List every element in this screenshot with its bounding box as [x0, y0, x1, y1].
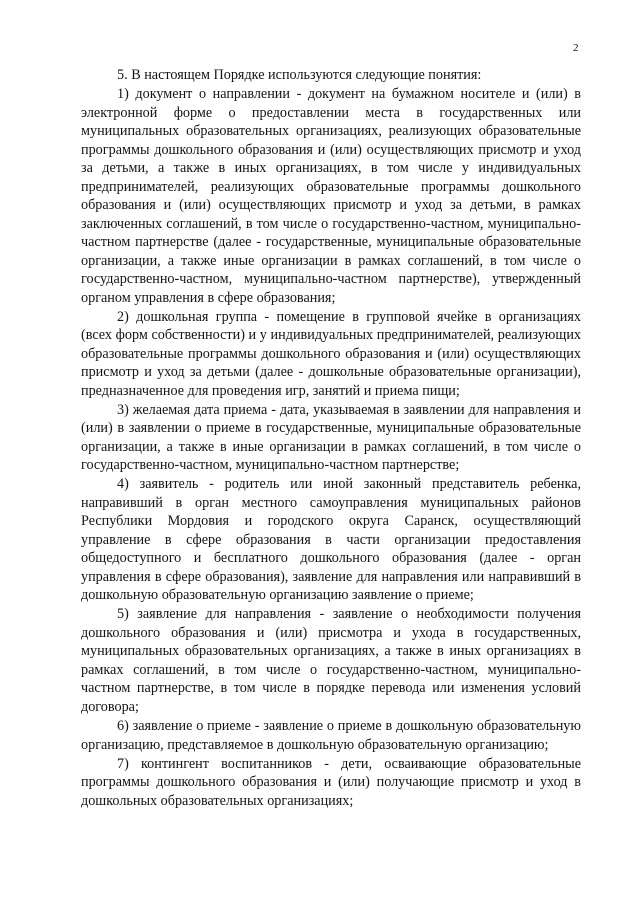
paragraph-definition-7: 7) контингент воспитанников - дети, осваивающие образовательные программы дошкольного образования и (или) получающие присмотр и уход в дошкольных образовательных организациях;: [81, 755, 581, 809]
paragraph-definition-4: 4) заявитель - родитель или иной законный представитель ребенка, направивший в орган местного самоуправления муниципальных районов Республики Мордовия и городского округа Саранск, осуществляющий управление в сфере образования в части организации предоставления общедоступного и бесплатного дошкольного образования (далее - орган управления в сфере образования), заявление для направления или направивший в дошкольную образовательную организацию заявление о приеме;: [81, 476, 581, 604]
paragraph-definition-3: 3) желаемая дата приема - дата, указываемая в заявлении для направления и (или) в заявлении о приеме в государственные, муниципальные образовательные организации, а также в иные организации в рамках соглашений, в том числе о государственно-частном, муниципально-частном партнерстве;: [81, 401, 581, 474]
paragraph-definition-1: 1) документ о направлении - документ на бумажном носителе и (или) в электронной форме о предоставлении места в государственных или муниципальных образовательных организациях, реализующих образовательные программы дошкольного образования и (или) осуществляющих присмотр и уход за детьми, а также в иных организациях, в том числе у индивидуальных предпринимателей, реализующих образовательные программы дошкольного образования и (или) осуществляющих присмотр и уход за детьми, в рамках заключенных соглашений, в том числе о государственно-частном, муниципально-частном партнерстве (далее - государственные, муниципальные образовательные организации, а также иные организации в рамках соглашений, в том числе о государственно-частном, муниципально-частном партнерстве), утвержденный органом управления в сфере образования;: [81, 86, 581, 306]
paragraph-definition-6: 6) заявление о приеме - заявление о приеме в дошкольную образовательную организацию, представляемое в дошкольную образовательную организацию;: [81, 718, 581, 753]
paragraph-definition-5: 5) заявление для направления - заявление о необходимости получения дошкольного образования и (или) присмотра и ухода в государственных, муниципальных образовательных организациях, а также в иных организациях в рамках соглашений, в том числе о государственно-частном, муниципально-частном партнерстве, в том числе в порядке перевода или изменения условий договора;: [81, 606, 581, 715]
page-number: 2: [573, 42, 579, 54]
paragraph-definition-2: 2) дошкольная группа - помещение в групповой ячейке в организациях (всех форм собственности) и у индивидуальных предпринимателей, реализующих образовательные программы дошкольного образования и (или) осуществляющих присмотр и уход за детьми (далее - дошкольные образовательные организации), предназначенное для проведения игр, занятий и приема пищи;: [81, 308, 581, 399]
document-body: [81, 66, 581, 810]
paragraph-intro: 5. В настоящем Порядке используются следующие понятия:: [117, 67, 482, 83]
